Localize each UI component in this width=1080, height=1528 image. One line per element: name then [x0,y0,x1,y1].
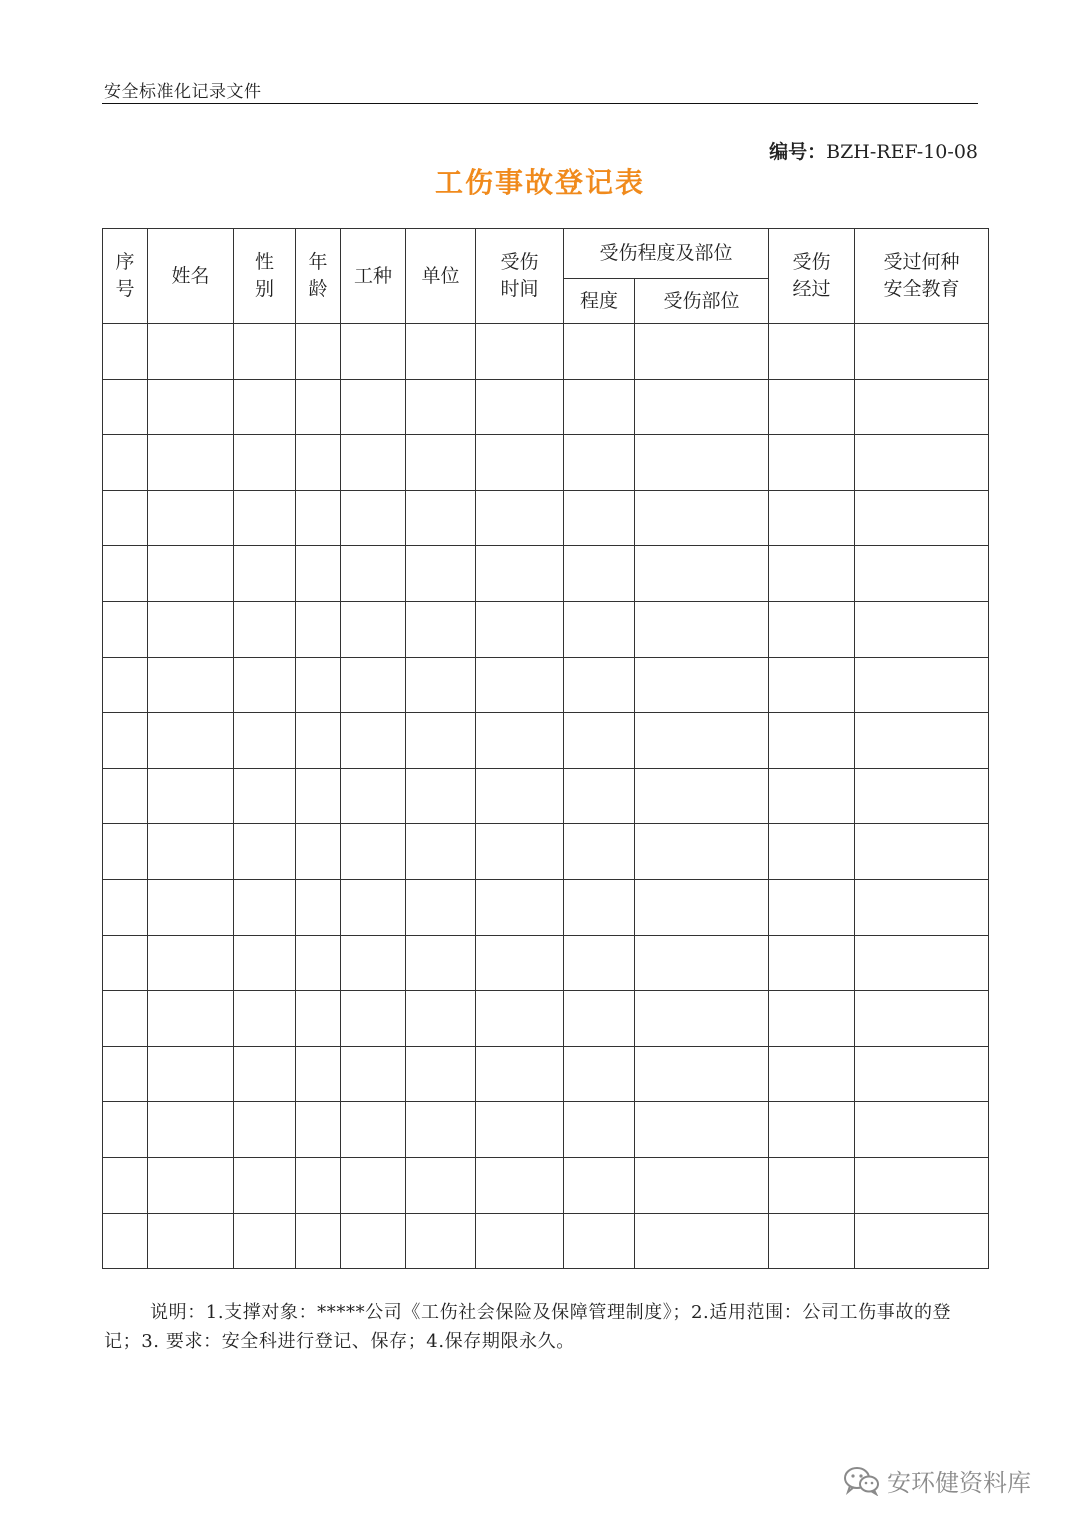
table-cell[interactable] [564,324,635,380]
explanation-note: 说明：1.支撑对象：*****公司《工伤社会保险及保障管理制度》；2.适用范围：公司工伤事故的登记；3. 要求：安全科进行登记、保存；4.保存期限永久。 [104,1302,952,1352]
table-cell[interactable] [476,601,564,657]
table-cell[interactable] [635,879,769,935]
header-job: 工种 [341,229,406,324]
table-cell[interactable] [769,879,855,935]
table-cell[interactable] [769,991,855,1047]
table-cell[interactable] [769,1102,855,1158]
table-cell[interactable] [635,1046,769,1102]
table-cell[interactable] [476,935,564,991]
table-cell[interactable] [148,935,234,991]
table-cell[interactable] [234,824,296,880]
table-cell[interactable] [635,1213,769,1269]
table-cell[interactable] [476,824,564,880]
table-cell[interactable] [296,1102,341,1158]
table-cell[interactable] [296,435,341,491]
table-cell[interactable] [341,1102,406,1158]
table-cell[interactable] [476,879,564,935]
doc-number-value: BZH-REF-10-08 [826,141,978,163]
table-row [103,991,989,1047]
table-row [103,490,989,546]
table-cell[interactable] [769,935,855,991]
table-cell[interactable] [234,601,296,657]
table-cell[interactable] [103,768,148,824]
table-cell[interactable] [234,1102,296,1158]
header-gender: 性 别 [234,229,296,324]
table-cell[interactable] [635,379,769,435]
table-cell[interactable] [769,601,855,657]
table-cell[interactable] [296,1213,341,1269]
table-cell[interactable] [406,935,476,991]
table-cell[interactable] [564,1046,635,1102]
table-cell[interactable] [769,435,855,491]
table-cell[interactable] [341,657,406,713]
table-cell[interactable] [103,935,148,991]
table-cell[interactable] [296,768,341,824]
table-cell[interactable] [296,657,341,713]
table-cell[interactable] [564,657,635,713]
table-cell[interactable] [103,324,148,380]
header-age: 年 龄 [296,229,341,324]
table-cell[interactable] [341,1157,406,1213]
table-cell[interactable] [476,713,564,769]
header-unit: 单位 [406,229,476,324]
table-cell[interactable] [148,879,234,935]
table-cell[interactable] [341,379,406,435]
header-process: 受伤 经过 [769,229,855,324]
table-cell[interactable] [476,1046,564,1102]
table-cell[interactable] [148,324,234,380]
table-cell[interactable] [234,768,296,824]
table-cell[interactable] [769,324,855,380]
table-cell[interactable] [103,1102,148,1158]
table-cell[interactable] [341,601,406,657]
table-cell[interactable] [103,657,148,713]
table-cell[interactable] [855,601,989,657]
table-cell[interactable] [635,768,769,824]
table-cell[interactable] [769,1046,855,1102]
table-cell[interactable] [564,935,635,991]
table-row [103,435,989,491]
table-cell[interactable] [406,657,476,713]
table-cell[interactable] [635,991,769,1047]
table-cell[interactable] [341,1213,406,1269]
table-cell[interactable] [476,324,564,380]
table-cell[interactable] [564,824,635,880]
table-cell[interactable] [406,601,476,657]
table-row [103,768,989,824]
table-cell[interactable] [103,991,148,1047]
table-cell[interactable] [296,879,341,935]
table-cell[interactable] [406,991,476,1047]
table-cell[interactable] [635,601,769,657]
table-cell[interactable] [296,546,341,602]
table-cell[interactable] [564,768,635,824]
table-cell[interactable] [103,1046,148,1102]
table-cell[interactable] [769,546,855,602]
table-cell[interactable] [769,490,855,546]
table-cell[interactable] [341,991,406,1047]
table-row [103,1157,989,1213]
table-row [103,379,989,435]
table-cell[interactable] [234,713,296,769]
table-cell[interactable] [103,1213,148,1269]
table-cell[interactable] [148,768,234,824]
table-cell[interactable] [564,1157,635,1213]
table-cell[interactable] [855,546,989,602]
table-cell[interactable] [564,879,635,935]
table-cell[interactable] [103,824,148,880]
table-cell[interactable] [148,1046,234,1102]
table-cell[interactable] [635,713,769,769]
table-cell[interactable] [148,1157,234,1213]
table-cell[interactable] [148,546,234,602]
table-cell[interactable] [855,435,989,491]
table-cell[interactable] [855,879,989,935]
table-cell[interactable] [564,379,635,435]
table-cell[interactable] [406,324,476,380]
table-cell[interactable] [635,657,769,713]
table-row [103,824,989,880]
header-injury-time: 受伤 时间 [476,229,564,324]
table-cell[interactable] [234,546,296,602]
table-cell[interactable] [296,991,341,1047]
table-cell[interactable] [855,379,989,435]
table-cell[interactable] [635,546,769,602]
table-cell[interactable] [769,824,855,880]
table-cell[interactable] [855,1213,989,1269]
table-cell[interactable] [234,324,296,380]
table-cell[interactable] [103,490,148,546]
table-cell[interactable] [296,935,341,991]
injury-register-table [102,228,989,1269]
table-cell[interactable] [476,657,564,713]
table-cell[interactable] [406,824,476,880]
table-cell[interactable] [406,1046,476,1102]
table-cell[interactable] [148,1102,234,1158]
header-doc-category: 安全标准化记录文件 [104,82,262,102]
table-cell[interactable] [855,490,989,546]
table-cell[interactable] [296,824,341,880]
header-injury-group: 受伤程度及部位 [564,229,769,279]
table-cell[interactable] [855,935,989,991]
table-cell[interactable] [769,1157,855,1213]
table-cell[interactable] [234,879,296,935]
table-cell[interactable] [476,1213,564,1269]
table-cell[interactable] [635,490,769,546]
table-cell[interactable] [564,713,635,769]
table-cell[interactable] [635,324,769,380]
table-cell[interactable] [635,1102,769,1158]
table-cell[interactable] [564,1102,635,1158]
table-cell[interactable] [476,490,564,546]
table-cell[interactable] [769,379,855,435]
header-degree: 程度 [564,279,635,324]
table-cell[interactable] [564,601,635,657]
table-cell[interactable] [296,324,341,380]
table-cell[interactable] [341,324,406,380]
table-row [103,601,989,657]
table-row [103,1046,989,1102]
table-cell[interactable] [296,601,341,657]
table-cell[interactable] [635,1157,769,1213]
table-cell[interactable] [406,1157,476,1213]
table-cell[interactable] [234,1157,296,1213]
table-cell[interactable] [855,1046,989,1102]
table-cell[interactable] [148,490,234,546]
table-cell[interactable] [234,991,296,1047]
table-cell[interactable] [855,1102,989,1158]
table-cell[interactable] [341,935,406,991]
table-cell[interactable] [406,768,476,824]
table-cell[interactable] [148,713,234,769]
table-row [103,1213,989,1269]
table-cell[interactable] [148,601,234,657]
table-cell[interactable] [103,601,148,657]
table-row [103,713,989,769]
table-cell[interactable] [476,991,564,1047]
table-cell[interactable] [564,991,635,1047]
table-cell[interactable] [564,490,635,546]
table-cell[interactable] [341,824,406,880]
table-cell[interactable] [476,1157,564,1213]
table-cell[interactable] [103,1157,148,1213]
table-cell[interactable] [406,879,476,935]
table-cell[interactable] [234,935,296,991]
table-cell[interactable] [341,490,406,546]
table-cell[interactable] [103,546,148,602]
table-cell[interactable] [406,546,476,602]
table-cell[interactable] [855,713,989,769]
header-divider [102,103,978,104]
table-cell[interactable] [855,657,989,713]
table-cell[interactable] [855,324,989,380]
table-cell[interactable] [103,879,148,935]
table-cell[interactable] [564,546,635,602]
table-cell[interactable] [296,490,341,546]
table-cell[interactable] [769,713,855,769]
watermark-text: 安环健资料库 [887,1469,1031,1497]
table-cell[interactable] [234,657,296,713]
table-row [103,324,989,380]
table-cell[interactable] [406,1102,476,1158]
header-name: 姓名 [148,229,234,324]
table-row [103,546,989,602]
table-cell[interactable] [769,768,855,824]
header-seq: 序 号 [103,229,148,324]
table-cell[interactable] [855,824,989,880]
watermark [843,1463,1031,1498]
table-cell[interactable] [103,435,148,491]
table-cell[interactable] [476,546,564,602]
table-cell[interactable] [855,991,989,1047]
table-row [103,657,989,713]
table-cell[interactable] [341,768,406,824]
table-cell[interactable] [564,1213,635,1269]
table-cell[interactable] [769,657,855,713]
table-row [103,1102,989,1158]
table-cell[interactable] [855,768,989,824]
table-cell[interactable] [234,435,296,491]
table-cell[interactable] [148,1213,234,1269]
table-cell[interactable] [296,713,341,769]
table-row [103,935,989,991]
table-cell[interactable] [148,435,234,491]
header-injured-part: 受伤部位 [635,279,769,324]
table-cell[interactable] [148,991,234,1047]
doc-number [769,137,978,164]
table-cell[interactable] [341,713,406,769]
table-body [103,324,989,1269]
table-cell[interactable] [103,713,148,769]
table-cell[interactable] [341,546,406,602]
table-cell[interactable] [476,768,564,824]
table-cell[interactable] [406,435,476,491]
table-cell[interactable] [635,935,769,991]
table-cell[interactable] [635,824,769,880]
page-title: 工伤事故登记表 [434,166,645,199]
table-cell[interactable] [341,879,406,935]
table-cell[interactable] [635,435,769,491]
table-cell[interactable] [296,1046,341,1102]
table-cell[interactable] [476,1102,564,1158]
table-cell[interactable] [855,1157,989,1213]
table-row [103,879,989,935]
table-cell[interactable] [148,379,234,435]
table-cell[interactable] [476,435,564,491]
table-cell[interactable] [406,379,476,435]
table-cell[interactable] [406,490,476,546]
doc-number-label: 编号： [769,141,827,163]
table-cell[interactable] [234,379,296,435]
table-cell[interactable] [234,490,296,546]
table-cell[interactable] [341,1046,406,1102]
table-cell[interactable] [296,379,341,435]
table-cell[interactable] [148,657,234,713]
table-cell[interactable] [476,379,564,435]
table-cell[interactable] [148,824,234,880]
table-cell[interactable] [296,1157,341,1213]
table-cell[interactable] [406,1213,476,1269]
wechat-icon [843,1466,881,1496]
header-education: 受过何种 安全教育 [855,229,989,324]
table-cell[interactable] [341,435,406,491]
table-cell[interactable] [564,435,635,491]
table-cell[interactable] [234,1046,296,1102]
table-cell[interactable] [406,713,476,769]
table-cell[interactable] [103,379,148,435]
table-cell[interactable] [234,1213,296,1269]
table-cell[interactable] [769,1213,855,1269]
